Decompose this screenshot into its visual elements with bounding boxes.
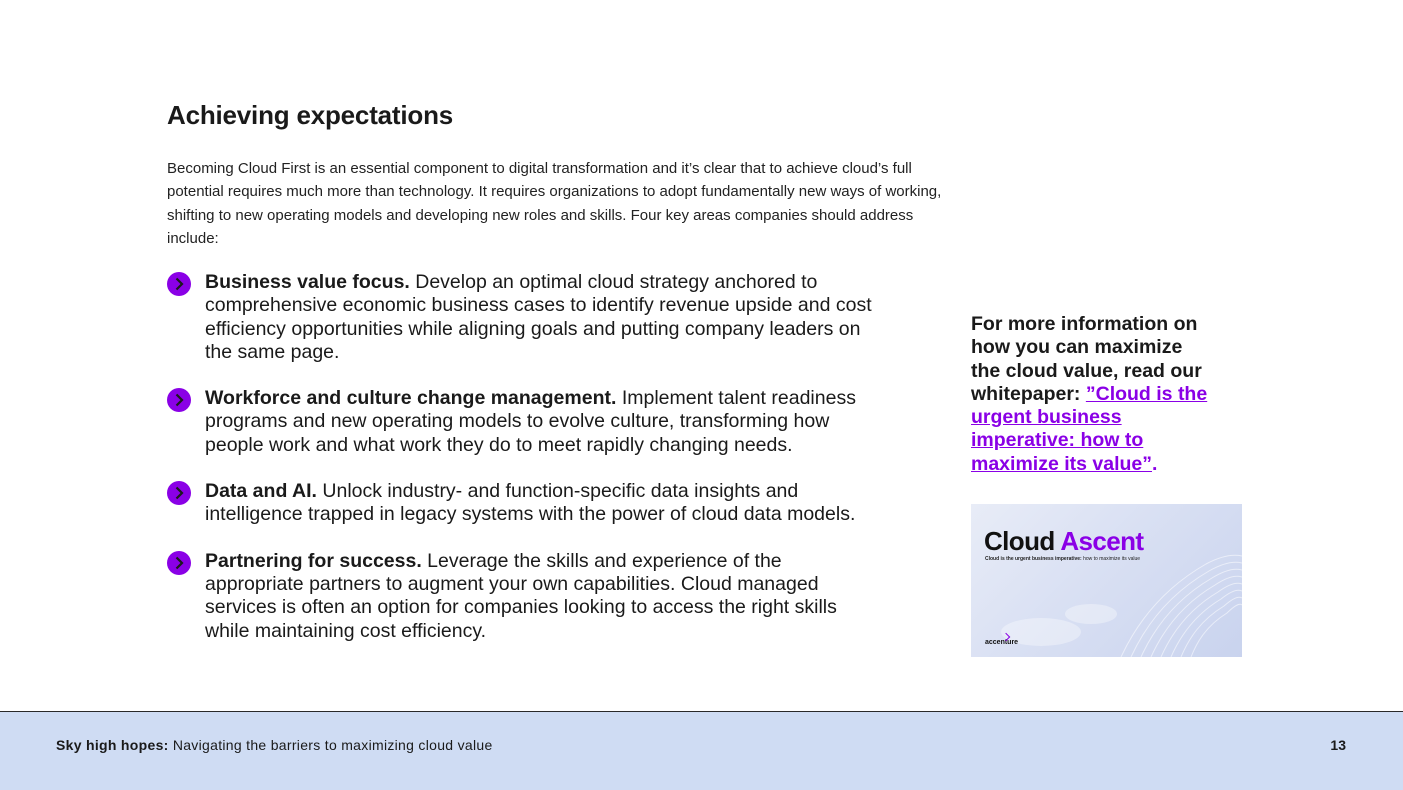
thumbnail-title bbox=[984, 526, 1143, 557]
list-item-text: Leverage the skills and experience of the appropriate partners to augment your own capabilities. Cloud managed services is often an option for companies looking to access the right skills while maintaining cost efficiency. bbox=[205, 549, 837, 642]
chevron-right-circle-icon bbox=[167, 272, 191, 296]
list-item-text: Develop an optimal cloud strategy anchored to comprehensive economic business cases to identify revenue upside and cost efficiency opportunities while aligning goals and putting company leaders on the same page. bbox=[205, 271, 872, 363]
list-item bbox=[167, 480, 877, 527]
thumbnail-subtitle-bold: Cloud is the urgent business imperative: bbox=[985, 556, 1082, 562]
accenture-logo: accenture bbox=[985, 639, 1019, 646]
thumbnail-title-part2: Ascent bbox=[1060, 526, 1144, 556]
list-item-text: Unlock industry- and function-specific data insights and intelligence trapped in legacy systems with the power of cloud data models. bbox=[205, 480, 856, 526]
intro-paragraph: Becoming Cloud First is an essential component to digital transformation and it’s clear that to achieve cloud’s full potential requires much more than technology. It requires organizations to adopt fundamentally new ways of working, shifting to new operating models and developing new roles and skills. Four key areas companies should address include: bbox=[167, 160, 942, 247]
thumbnail-title-part1: Cloud bbox=[984, 526, 1055, 556]
callout-lead: For more information on how you can maximize the cloud value, read our whitepaper: bbox=[971, 313, 1202, 405]
thumbnail-subtitle-rest: how to maximize its value bbox=[1081, 556, 1141, 562]
footer-title bbox=[56, 737, 493, 753]
list-item bbox=[167, 550, 877, 643]
whitepaper-link[interactable]: ”Cloud is the urgent business imperative: how to maximize its value” bbox=[971, 382, 1208, 475]
chevron-right-circle-icon bbox=[167, 481, 191, 505]
chevron-right-circle-icon bbox=[167, 551, 191, 575]
list-item-heading: Partnering for success. bbox=[205, 549, 422, 572]
footer-title-bold: Sky high hopes: bbox=[56, 737, 169, 753]
list-item bbox=[167, 271, 877, 364]
list-item-heading: Business value focus. bbox=[205, 271, 410, 293]
page-footer bbox=[0, 711, 1403, 790]
whitepaper-callout bbox=[971, 313, 1216, 476]
callout-trailing: . bbox=[1152, 452, 1158, 475]
list-item-heading: Workforce and culture change management. bbox=[205, 387, 617, 410]
page-title: Achieving expectations bbox=[167, 100, 454, 130]
page-number: 13 bbox=[1330, 737, 1346, 753]
whitepaper-cover-thumbnail[interactable] bbox=[971, 504, 1242, 657]
key-areas-list bbox=[167, 271, 877, 643]
list-item-heading: Data and AI. bbox=[205, 480, 317, 503]
footer-title-rest: Navigating the barriers to maximizing cloud value bbox=[168, 737, 493, 753]
list-item bbox=[167, 387, 877, 457]
chevron-right-circle-icon bbox=[167, 388, 191, 412]
list-item-text: Implement talent readiness programs and new operating models to evolve culture, transforming how people work and what work they do to meet rapidly changing needs. bbox=[205, 387, 856, 456]
thumbnail-subtitle bbox=[985, 556, 1140, 562]
